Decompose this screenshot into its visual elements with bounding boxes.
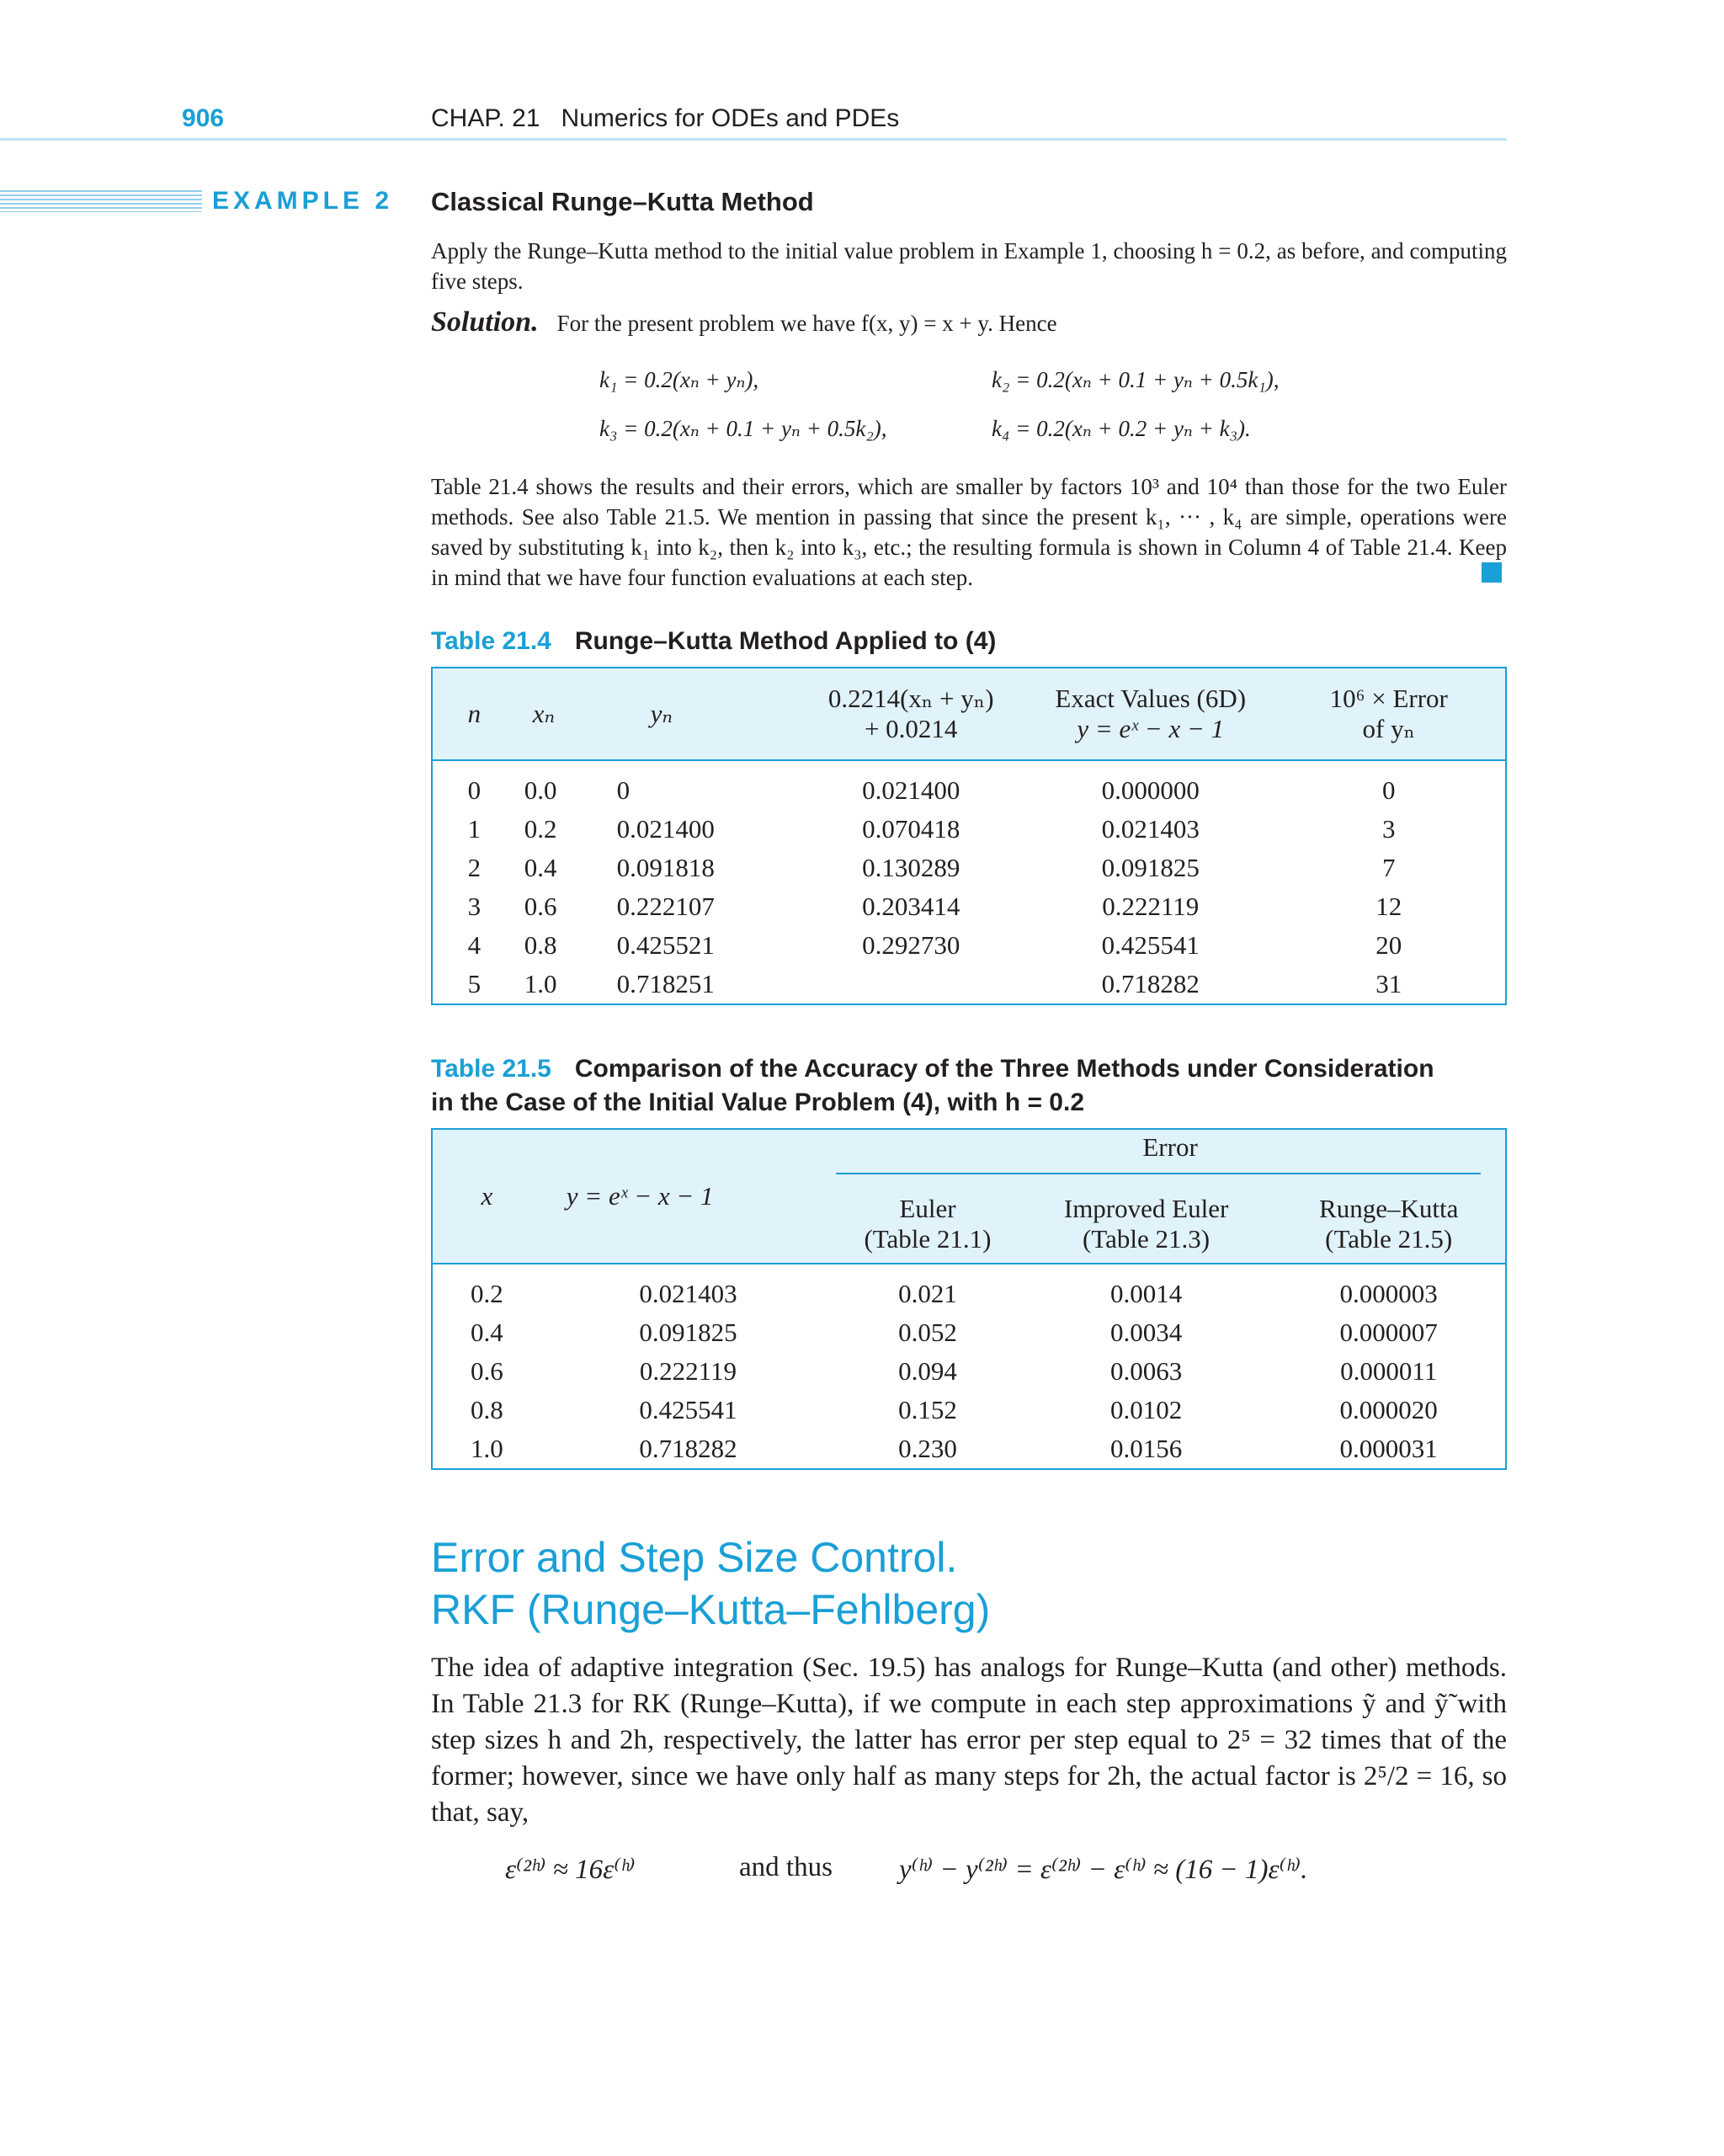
table4-cell: 0.425521 <box>616 930 715 960</box>
table-row <box>432 887 1506 926</box>
table4-cell: 0.130289 <box>862 853 960 882</box>
table5-cell: 0.425541 <box>639 1395 737 1424</box>
table5-cell: 0.230 <box>898 1434 957 1463</box>
table-row <box>432 1275 1506 1313</box>
table4-cell: 0.000000 <box>1101 775 1200 805</box>
table4-title: Runge–Kutta Method Applied to (4) <box>574 627 997 655</box>
table4-cell: 0.203414 <box>862 892 960 921</box>
formula-left: ε⁽²ʰ⁾ ≈ 16ε⁽ʰ⁾ <box>505 1855 636 1885</box>
table-row <box>432 771 1506 810</box>
table5-header-improved <box>1020 1184 1273 1264</box>
table4-cell: 0.091825 <box>1101 853 1200 882</box>
table4-cell: 1.0 <box>524 969 557 998</box>
table4-cell: 31 <box>1375 969 1402 998</box>
table4-header-x: xₙ <box>532 699 556 728</box>
table5 <box>431 1128 1507 1470</box>
table5-header-improved-l1: Improved Euler <box>1063 1193 1229 1223</box>
table5-title-line2: in the Case of the Initial Value Problem (4), with h = 0.2 <box>431 1089 1085 1116</box>
table4-cell: 0.718251 <box>616 969 715 998</box>
table5-header-rk-l2: (Table 21.5) <box>1325 1223 1453 1254</box>
table5-cell: 1.0 <box>471 1434 503 1463</box>
example-label: EXAMPLE 2 <box>212 187 394 215</box>
table4-cell: 12 <box>1375 892 1402 921</box>
table5-header-rk <box>1272 1184 1506 1264</box>
table5-cell: 0.0156 <box>1109 1434 1183 1463</box>
table-row <box>432 1391 1506 1429</box>
table-row <box>432 926 1506 965</box>
table5-cell: 0.000011 <box>1340 1356 1438 1386</box>
table4-cell: 3 <box>1382 814 1396 844</box>
table5-cell: 0.052 <box>898 1318 957 1347</box>
chapter-title: CHAP. 21 Numerics for ODEs and PDEs <box>431 104 900 132</box>
example-intro: Apply the Runge–Kutta method to the initial value problem in Example 1, choosing h = 0.2, as before, and computing five steps. <box>431 238 1507 294</box>
table5-cell: 0.094 <box>898 1356 957 1386</box>
table4-cell: 0 <box>1382 775 1396 805</box>
table5-header-error-group <box>835 1129 1506 1184</box>
equation-k1: k₁ = 0.2(xₙ + yₙ), <box>599 367 759 392</box>
table5-header-error: Error <box>1142 1132 1198 1162</box>
table5-cell: 0.000020 <box>1339 1395 1438 1424</box>
table4-cell: 0 <box>616 775 631 805</box>
table4-cell: 3 <box>467 892 482 921</box>
table5-cell: 0.718282 <box>639 1434 737 1463</box>
table5-cell: 0.0102 <box>1109 1395 1183 1424</box>
formula-right: y⁽ʰ⁾ − y⁽²ʰ⁾ = ε⁽²ʰ⁾ − ε⁽ʰ⁾ ≈ (16 − 1)ε⁽ʰ⁾. <box>899 1855 1308 1885</box>
table4-cell: 0.222107 <box>616 892 715 921</box>
table4-header-formula-l2: + 0.0214 <box>864 714 958 743</box>
table4-number: Table 21.4 <box>431 627 551 655</box>
page-number: 906 <box>182 104 225 132</box>
table4-header-exact-l2: y = eˣ − x − 1 <box>1077 714 1225 743</box>
table5-number: Table 21.5 <box>431 1055 551 1083</box>
table4-header-error <box>1273 668 1506 760</box>
table5-cell: 0.091825 <box>639 1318 737 1347</box>
table5-header-y: y = eˣ − x − 1 <box>566 1181 714 1211</box>
example-decoration <box>0 190 202 212</box>
table4-header-formula-l1: 0.2214(xₙ + yₙ) <box>827 684 994 713</box>
table4-cell: 2 <box>467 853 482 882</box>
table5-cell: 0.021403 <box>639 1279 737 1308</box>
section-body: The idea of adaptive integration (Sec. 19.5) has analogs for Runge–Kutta (and other) methods. In Table 21.3 for RK (Runge–Kutta), if we compute in each step approximations ỹ and ỹ̃ with step sizes h and 2h, respectively, the latter has error per step equal to 2⁵ = 32 times that of the former; however, since we have only half as many steps for 2h, the actual factor is 2⁵/2 = 16, so that, say, <box>431 1653 1507 1828</box>
table5-cell: 0.222119 <box>639 1356 737 1386</box>
table4-cell: 0.292730 <box>862 930 960 960</box>
table-row <box>432 1313 1506 1352</box>
table5-cell: 0.2 <box>471 1279 503 1308</box>
table4-cell: 0.070418 <box>862 814 960 844</box>
table4-cell: 0.021400 <box>862 775 960 805</box>
table4-header-error-l1: 10⁶ × Error <box>1329 684 1448 713</box>
table5-cell: 0.000003 <box>1339 1279 1438 1308</box>
table5-caption <box>431 1052 1525 1120</box>
table5-cell: 0.000031 <box>1339 1434 1438 1463</box>
table-row <box>432 965 1506 1004</box>
table4-cell: 20 <box>1375 930 1402 960</box>
table5-header-euler <box>835 1184 1020 1264</box>
table5-cell: 0.0063 <box>1109 1356 1183 1386</box>
table4-header-exact <box>1029 668 1273 760</box>
table4-header-formula <box>793 668 1029 760</box>
table4-cell: 0.718282 <box>1101 969 1200 998</box>
table4-cell: 0.6 <box>524 892 557 921</box>
table4-cell: 0.4 <box>524 853 557 882</box>
table4-cell: 0.021403 <box>1101 814 1200 844</box>
error-group-rule <box>836 1173 1481 1174</box>
table-row <box>432 1429 1506 1469</box>
table4-cell: 0.222119 <box>1102 892 1200 921</box>
table4-header-y: yₙ <box>650 699 673 728</box>
end-of-example-mark <box>1482 562 1502 583</box>
table4-cell <box>793 965 1029 1004</box>
table4-cell: 5 <box>467 969 482 998</box>
table4-cell: 0.425541 <box>1101 930 1200 960</box>
table4 <box>431 667 1507 1005</box>
table5-header-euler-l2: (Table 21.1) <box>864 1223 992 1254</box>
solution-line <box>431 306 1057 338</box>
table5-cell: 0.6 <box>471 1356 503 1386</box>
table-row <box>432 849 1506 887</box>
table5-cell: 0.0014 <box>1109 1279 1183 1308</box>
table4-caption <box>431 625 996 658</box>
table5-cell: 0.021 <box>898 1279 957 1308</box>
table4-cell: 0.8 <box>524 930 557 960</box>
table5-header-improved-l2: (Table 21.3) <box>1083 1223 1211 1254</box>
section-heading-line2: RKF (Runge–Kutta–Fehlberg) <box>431 1586 991 1633</box>
table4-cell: 7 <box>1382 853 1396 882</box>
table4-header-exact-l1: Exact Values (6D) <box>1055 684 1247 713</box>
table5-title-line1: Comparison of the Accuracy of the Three Methods under Consideration <box>574 1055 1434 1083</box>
section-heading-line1: Error and Step Size Control. <box>431 1534 958 1581</box>
solution-label: Solution. <box>431 306 539 338</box>
table5-header-rk-l1: Runge–Kutta <box>1319 1193 1459 1223</box>
table4-cell: 0.0 <box>524 775 557 805</box>
example-discussion: Table 21.4 shows the results and their errors, which are smaller by factors 10³ and 10⁴ than those for the two Euler methods. See also Table 21.5. We mention in passing that since the present k₁, ··· , k₄ are simple, operations were saved by substituting k₁ into k₂, then k₂ into k₃, etc.; the resulting formula is shown in Column 4 of Table 21.4. Keep in mind that we have four function evaluations at each step. <box>431 474 1507 590</box>
table4-cell: 0 <box>467 775 482 805</box>
formula-middle: and thus <box>739 1852 833 1882</box>
table-row <box>432 1352 1506 1391</box>
table4-cell: 0.2 <box>524 814 557 844</box>
table4-cell: 1 <box>467 814 482 844</box>
table4-header-n: n <box>467 699 482 728</box>
table5-header-x: x <box>481 1181 493 1211</box>
table-row <box>432 810 1506 849</box>
equation-k4: k₄ = 0.2(xₙ + 0.2 + yₙ + k₃). <box>992 416 1251 441</box>
solution-text: For the present problem we have f(x, y) = x + y. Hence <box>556 311 1057 336</box>
table5-header-euler-l1: Euler <box>899 1193 956 1223</box>
table4-cell: 0.091818 <box>616 853 715 882</box>
table5-cell: 0.0034 <box>1109 1318 1183 1347</box>
equation-k3: k₃ = 0.2(xₙ + 0.1 + yₙ + 0.5k₂), <box>599 416 887 441</box>
example-title: Classical Runge–Kutta Method <box>431 187 814 216</box>
table5-cell: 0.8 <box>471 1395 503 1424</box>
equation-k2: k₂ = 0.2(xₙ + 0.1 + yₙ + 0.5k₁), <box>992 367 1280 392</box>
header-rule <box>0 138 1507 141</box>
table4-cell: 4 <box>467 930 482 960</box>
table5-cell: 0.4 <box>471 1318 503 1347</box>
table4-cell: 0.021400 <box>616 814 715 844</box>
table5-cell: 0.000007 <box>1339 1318 1438 1347</box>
table5-cell: 0.152 <box>898 1395 957 1424</box>
table4-header-error-l2: of yₙ <box>1362 714 1415 743</box>
